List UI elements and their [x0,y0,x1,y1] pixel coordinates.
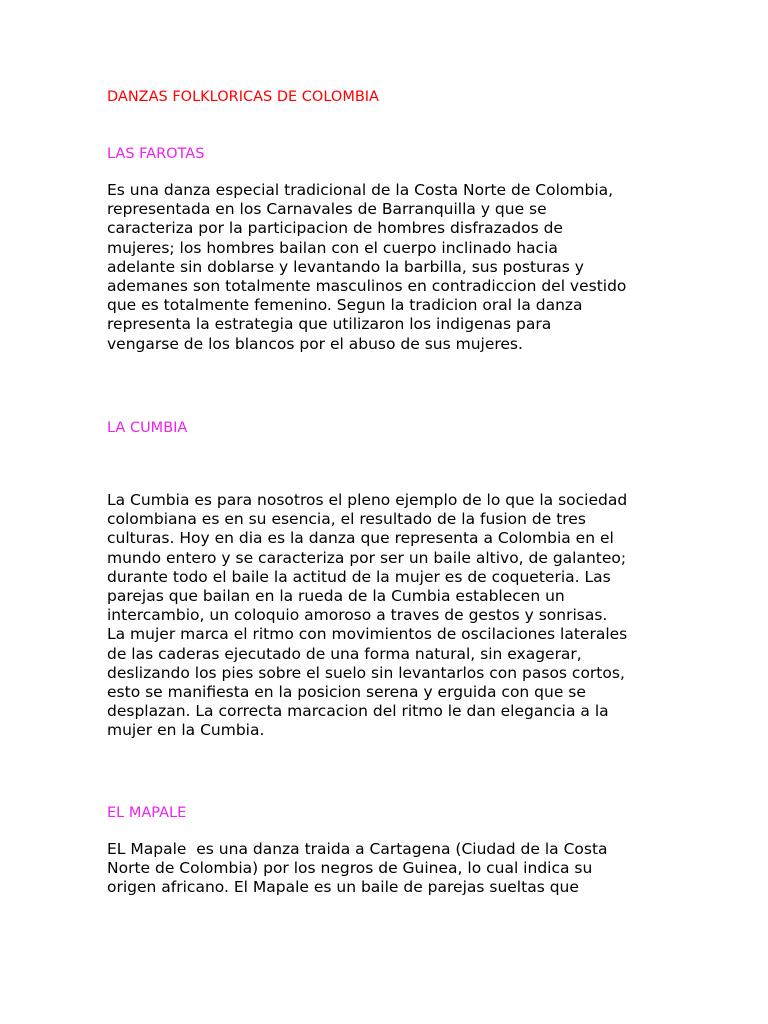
paragraph-line: esto se manifiesta en la posicion serena y erguida con que se [107,683,586,702]
paragraph-line: que es totalmente femenino. Segun la tradicion oral la danza [107,296,583,315]
section-heading-cumbia: LA CUMBIA [107,420,188,436]
paragraph-line: Norte de Colombia) por los negros de Guinea, lo cual indica su [107,859,593,878]
paragraph-line: origen africano. El Mapale es un baile de parejas sueltas que [107,878,579,897]
paragraph-line: parejas que bailan en la rueda de la Cumbia establecen un [107,587,565,606]
paragraph-line: representa la estrategia que utilizaron los indigenas para [107,315,552,334]
section-body-mapale [107,840,667,898]
paragraph-line: colombiana es en su esencia, el resultado de la fusion de tres [107,510,586,529]
paragraph-line: intercambio, un coloquio amoroso a traves de gestos y sonrisas. [107,606,608,625]
paragraph-line: adelante sin doblarse y levantando la barbilla, sus posturas y [107,257,584,276]
paragraph-line: vengarse de los blancos por el abuso de sus mujeres. [107,334,523,353]
section-body-cumbia [107,491,667,741]
paragraph-line: representada en los Carnavales de Barranquilla y que se [107,200,547,219]
paragraph-line: deslizando los pies sobre el suelo sin levantarlos con pasos cortos, [107,663,625,682]
paragraph-line: caracteriza por la participacion de hombres disfrazados de [107,219,563,238]
section-body-farotas [107,181,667,354]
paragraph-line: de las caderas ejecutado de una forma natural, sin exagerar, [107,644,582,663]
paragraph-line: ademanes son totalmente masculinos en contradiccion del vestido [107,277,627,296]
paragraph-line: durante todo el baile la actitud de la mujer es de coqueteria. Las [107,567,611,586]
section-heading-mapale: EL MAPALE [107,805,187,821]
paragraph-line: desplazan. La correcta marcacion del ritmo le dan elegancia a la [107,702,609,721]
paragraph-line: La mujer marca el ritmo con movimientos de oscilaciones laterales [107,625,628,644]
section-heading-farotas: LAS FAROTAS [107,146,205,162]
paragraph-line: mujeres; los hombres bailan con el cuerpo inclinado hacia [107,238,558,257]
paragraph-line: Es una danza especial tradicional de la Costa Norte de Colombia, [107,181,614,199]
document-title: DANZAS FOLKLORICAS DE COLOMBIA [107,89,379,105]
paragraph-line: La Cumbia es para nosotros el pleno ejemplo de lo que la sociedad [107,491,628,509]
paragraph-line: mujer en la Cumbia. [107,721,265,740]
paragraph-line: EL Mapale es una danza traida a Cartagena (Ciudad de la Costa [107,840,608,858]
paragraph-line: mundo entero y se caracteriza por ser un baile altivo, de galanteo; [107,548,627,567]
paragraph-line: culturas. Hoy en dia es la danza que representa a Colombia en el [107,529,614,548]
